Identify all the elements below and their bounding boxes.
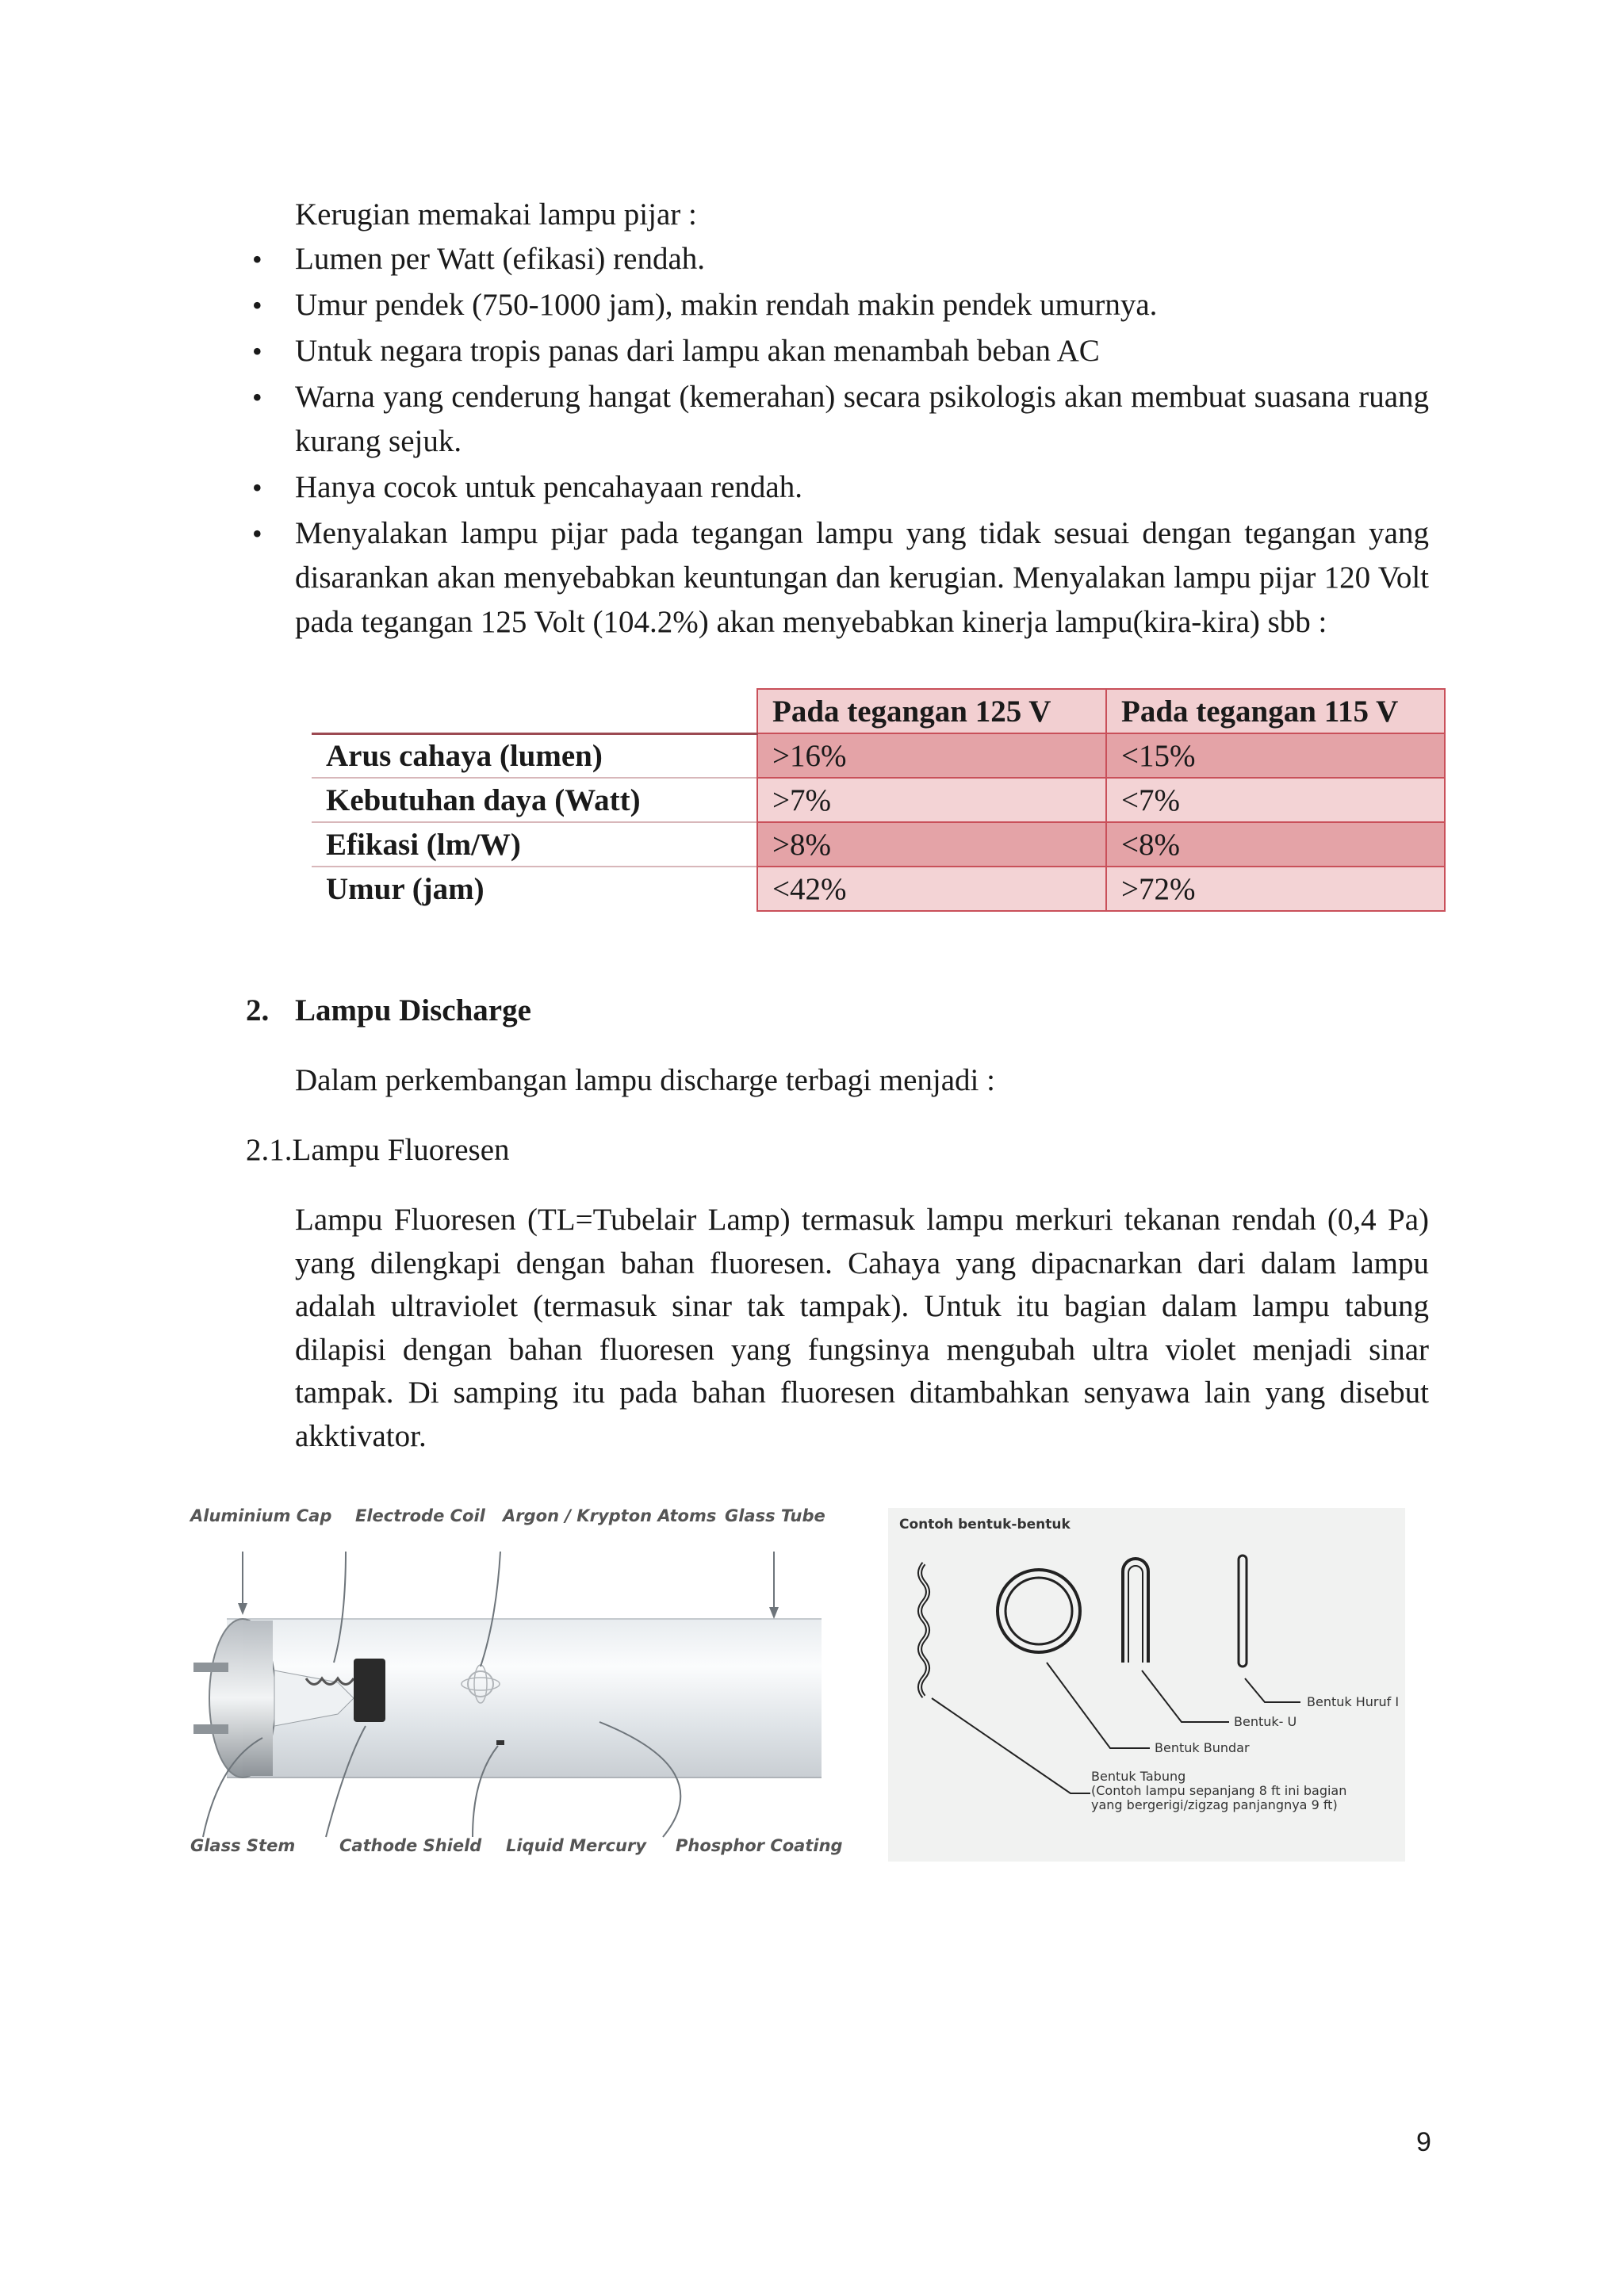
row-label: Umur (jam) [312,867,757,911]
label-i-shape: Bentuk Huruf I [1307,1694,1400,1709]
cell-115v: <15% [1106,733,1445,778]
pin [193,1663,228,1672]
label-glass-stem: Glass Stem [190,1836,296,1855]
shapes-title: Contoh bentuk-bentuk [899,1517,1071,1533]
pin [193,1724,228,1734]
cell-125v: >16% [757,733,1106,778]
table-corner-cell [312,689,757,733]
cell-115v: <8% [1106,822,1445,867]
table-header-row [312,689,1445,733]
mercury-drop [496,1740,504,1745]
section-intro: Dalam perkembangan lampu discharge terbagi menjadi : [295,1063,995,1097]
list-item: • Lumen per Watt (efikasi) rendah. [295,237,1429,281]
list-item: • Untuk negara tropis panas dari lampu akan menambah beban AC [295,329,1429,373]
row-label: Efikasi (lm/W) [312,822,757,867]
label-argon-krypton-atoms: Argon / Krypton Atoms [503,1506,717,1525]
cell-125v: >8% [757,822,1106,867]
list-item: • Warna yang cenderung hangat (kemerahan) secara psikologis akan membuat suasana ruang kurang sejuk. [295,375,1429,464]
fluorescent-tube-diagram [187,1500,843,1866]
disadvantage-list [295,237,1429,646]
label-tube-note-1: (Contoh lampu sepanjang 8 ft ini bagian [1091,1783,1347,1798]
label-cathode-shield: Cathode Shield [339,1836,482,1855]
list-item: • Umur pendek (750-1000 jam), makin rendah makin pendek umurnya. [295,283,1429,327]
cell-125v: <42% [757,867,1106,911]
label-tube-note-2: yang bergerigi/zigzag panjangnya 9 ft) [1091,1797,1338,1812]
label-tube: Bentuk Tabung [1091,1769,1186,1784]
label-liquid-mercury: Liquid Mercury [506,1836,647,1855]
row-label: Arus cahaya (lumen) [312,733,757,778]
table-row [312,778,1445,822]
label-glass-tube: Glass Tube [725,1506,825,1525]
tube-illustration [187,1500,822,1866]
voltage-performance-table [312,688,1446,912]
subsection-title: 2.1.Lampu Fluoresen [246,1133,510,1167]
column-header-125v: Pada tegangan 125 V [757,689,1106,733]
lamp-shapes-diagram [888,1508,1405,1862]
label-u-shape: Bentuk- U [1234,1714,1297,1729]
list-item: • Menyalakan lampu pijar pada tegangan lampu yang tidak sesuai dengan tegangan yang disarankan akan menyebabkan keuntungan dan kerugian. Menyalakan lampu pijar 120 Volt pada tegangan 125 Volt (104.2%) akan menyebabkan kinerja lampu(kira-kira) sbb : [295,511,1429,645]
label-phosphor-coating: Phosphor Coating [676,1836,843,1855]
table-row [312,733,1445,778]
cathode-shield [354,1659,385,1722]
page-number: 9 [1416,2127,1431,2157]
cell-125v: >7% [757,778,1106,822]
column-header-115v: Pada tegangan 115 V [1106,689,1445,733]
label-aluminium-cap: Aluminium Cap [190,1506,332,1525]
fluorescent-paragraph: Lampu Fluoresen (TL=Tubelair Lamp) termasuk lampu merkuri tekanan rendah (0,4 Pa) yang dilengkapi dengan bahan fluoresen. Cahaya yang dipacnarkan dari dalam lampu adalah ultraviolet (termasuk sinar tak tampak). Untuk itu bagian dalam lampu tabung dilapisi dengan bahan fluoresen yang fungsinya mengubah ultra violet menjadi sinar tampak. Di samping itu pada bahan fluoresen ditambahkan senyawa lain yang disebut akktivator. [295,1203,1429,1453]
circular-lamp [998,1570,1080,1652]
section-number: 2. [246,993,270,1027]
label-electrode-coil: Electrode Coil [355,1506,485,1525]
list-item: • Hanya cocok untuk pencahayaan rendah. [295,465,1429,510]
cell-115v: <7% [1106,778,1445,822]
i-shape-lamp [1239,1556,1247,1667]
label-round: Bentuk Bundar [1155,1740,1250,1755]
intro-heading: Kerugian memakai lampu pijar : [295,197,697,232]
table-row [312,822,1445,867]
row-label: Kebutuhan daya (Watt) [312,778,757,822]
section-title: Lampu Discharge [295,993,531,1027]
cell-115v: >72% [1106,867,1445,911]
table-row [312,867,1445,911]
u-shape-lamp [1123,1559,1148,1663]
